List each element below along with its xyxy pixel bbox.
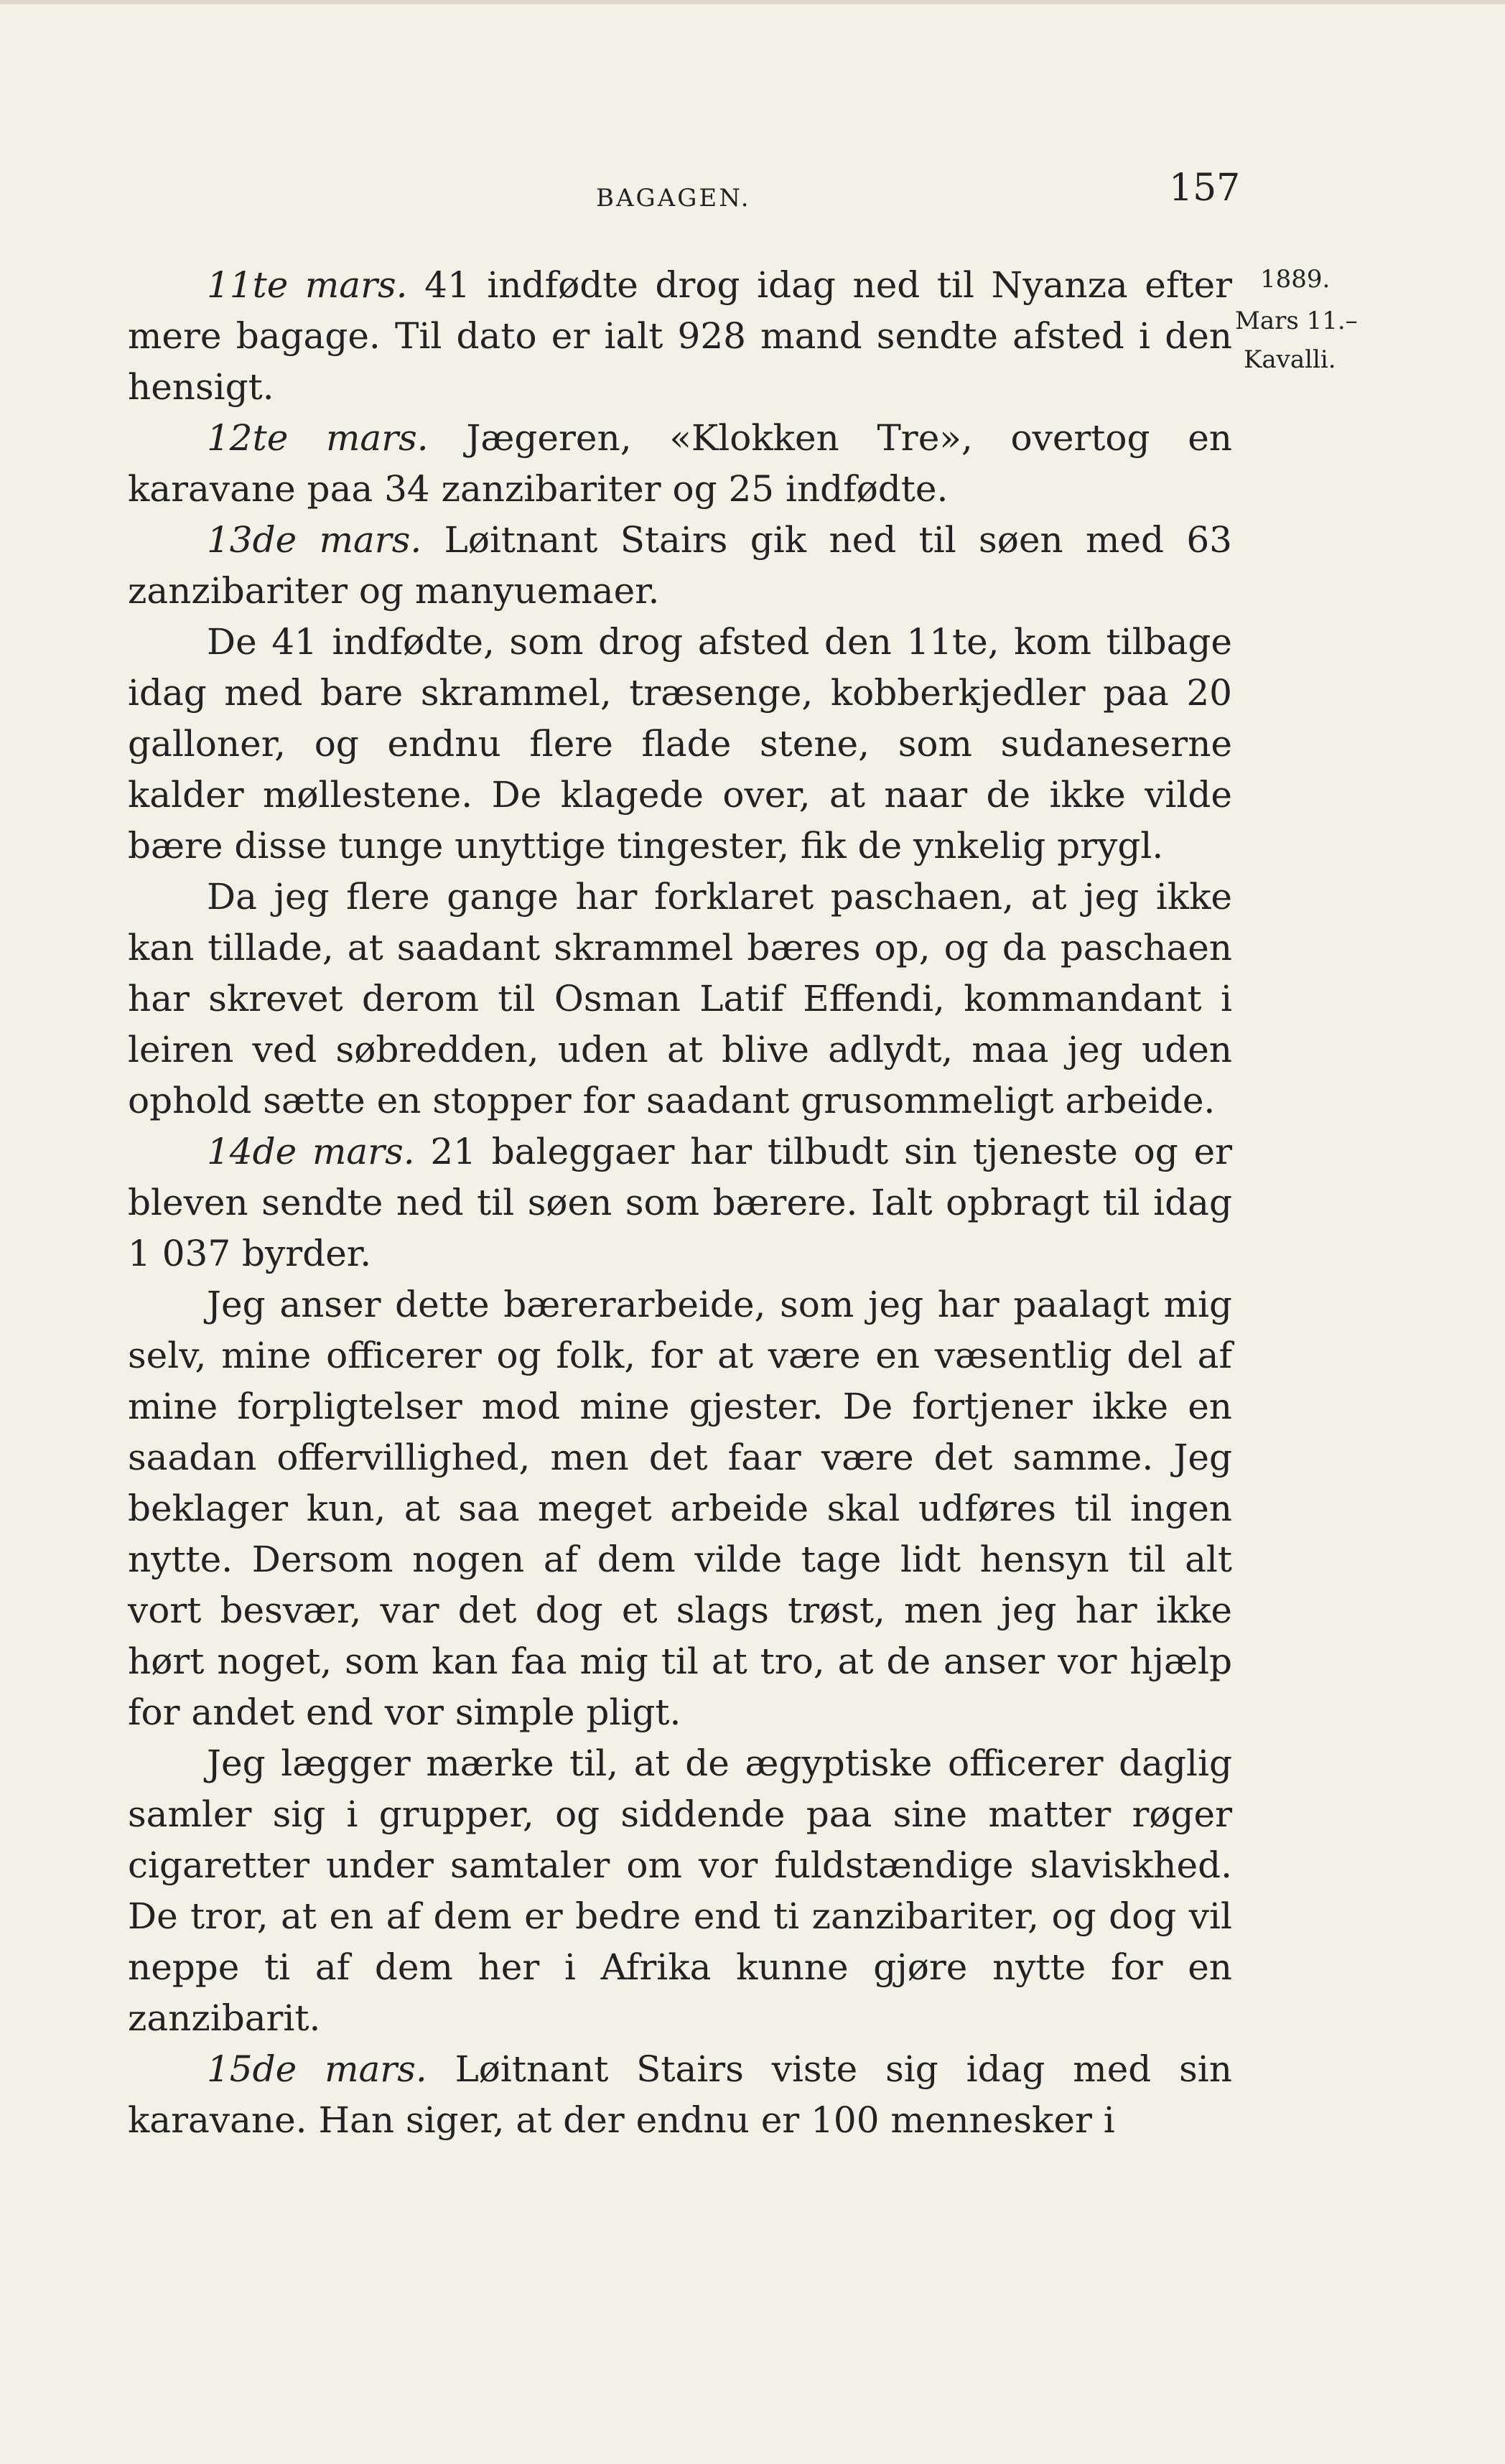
entry-date: 12te mars. xyxy=(207,417,429,459)
paragraph-text: 41 indfødte drog idag ned til Nyanza efter mere bagage. Til dato er ialt 928 mand sendte afsted i den hensigt. xyxy=(128,264,1232,408)
margin-note-date: Mars 11.– xyxy=(1235,307,1358,335)
running-header: BAGAGEN. xyxy=(596,184,751,213)
paragraph-11te-mars xyxy=(128,260,1232,413)
body-text xyxy=(128,260,1232,2146)
entry-date: 11te mars. xyxy=(207,264,408,306)
paragraph-12te-mars xyxy=(128,413,1232,515)
entry-date: 15de mars. xyxy=(207,2048,427,2090)
paragraph-text: Jægeren, «Klokken Tre», overtog en karavane paa 34 zanzibariter og 25 indfødte. xyxy=(128,417,1233,510)
paragraph-text: De 41 indfødte, som drog afsted den 11te, kom tilbage idag med bare skrammel, træsenge, kobberkjedler paa 20 galloner, og endnu flere flade stene, som sudaneserne kalder møllestene. De klagede over, at naar de ikke vilde bære disse tunge unyttige tingester, fik de ynkelig prygl. xyxy=(128,621,1232,867)
paragraph xyxy=(128,1738,1232,2044)
paragraph-text: Da jeg flere gange har forklaret paschaen, at jeg ikke kan tillade, at saadant skrammel bæres op, og da paschaen har skrevet derom til Osman Latif Effendi, kommandant i leiren ved søbredden, uden at blive adlydt, maa jeg uden ophold sætte en stopper for saadant grusommeligt arbeide. xyxy=(128,876,1232,1121)
paragraph xyxy=(128,1279,1232,1738)
paragraph-text: Løitnant Stairs viste sig idag med sin karavane. Han siger, at der endnu er 100 mennesker i xyxy=(128,2048,1232,2141)
page-edge xyxy=(0,0,1505,4)
paragraph xyxy=(128,617,1232,872)
paragraph-15de-mars xyxy=(128,2044,1232,2146)
entry-date: 13de mars. xyxy=(207,519,422,561)
paragraph xyxy=(128,872,1232,1126)
paragraph-text: Løitnant Stairs gik ned til søen med 63 zanzibariter og manyuemaer. xyxy=(128,519,1232,612)
page-number: 157 xyxy=(1169,167,1241,210)
margin-note-year: 1889. xyxy=(1260,265,1331,294)
paragraph-14de-mars xyxy=(128,1126,1232,1279)
paragraph-text: 21 baleggaer har tilbudt sin tjeneste og er bleven sendte ned til søen som bærere. Ialt opbragt til idag 1 037 byrder. xyxy=(128,1131,1232,1274)
paragraph-13de-mars xyxy=(128,515,1232,617)
paragraph-text: Jeg anser dette bærerarbeide, som jeg har paalagt mig selv, mine officerer og folk, for at være en væsentlig del af mine forpligtelser mod mine gjester. De fortjener ikke en saadan offervillighed, men det faar være det samme. Jeg beklager kun, at saa meget arbeide skal udføres til ingen nytte. Dersom nogen af dem vilde tage lidt hensyn til alt vort besvær, var det dog et slags trøst, men jeg har ikke hørt noget, som kan faa mig til at tro, at de anser vor hjælp for andet end vor simple pligt. xyxy=(128,1284,1232,1733)
paragraph-text: Jeg lægger mærke til, at de ægyptiske officerer daglig samler sig i grupper, og siddende paa sine matter røger cigaretter under samtaler om vor fuldstændige slaviskhed. De tror, at en af dem er bedre end ti zanzibariter, og dog vil neppe ti af dem her i Afrika kunne gjøre nytte for en zanzibarit. xyxy=(128,1742,1232,2039)
entry-date: 14de mars. xyxy=(207,1131,415,1172)
margin-note-place: Kavalli. xyxy=(1244,345,1336,374)
